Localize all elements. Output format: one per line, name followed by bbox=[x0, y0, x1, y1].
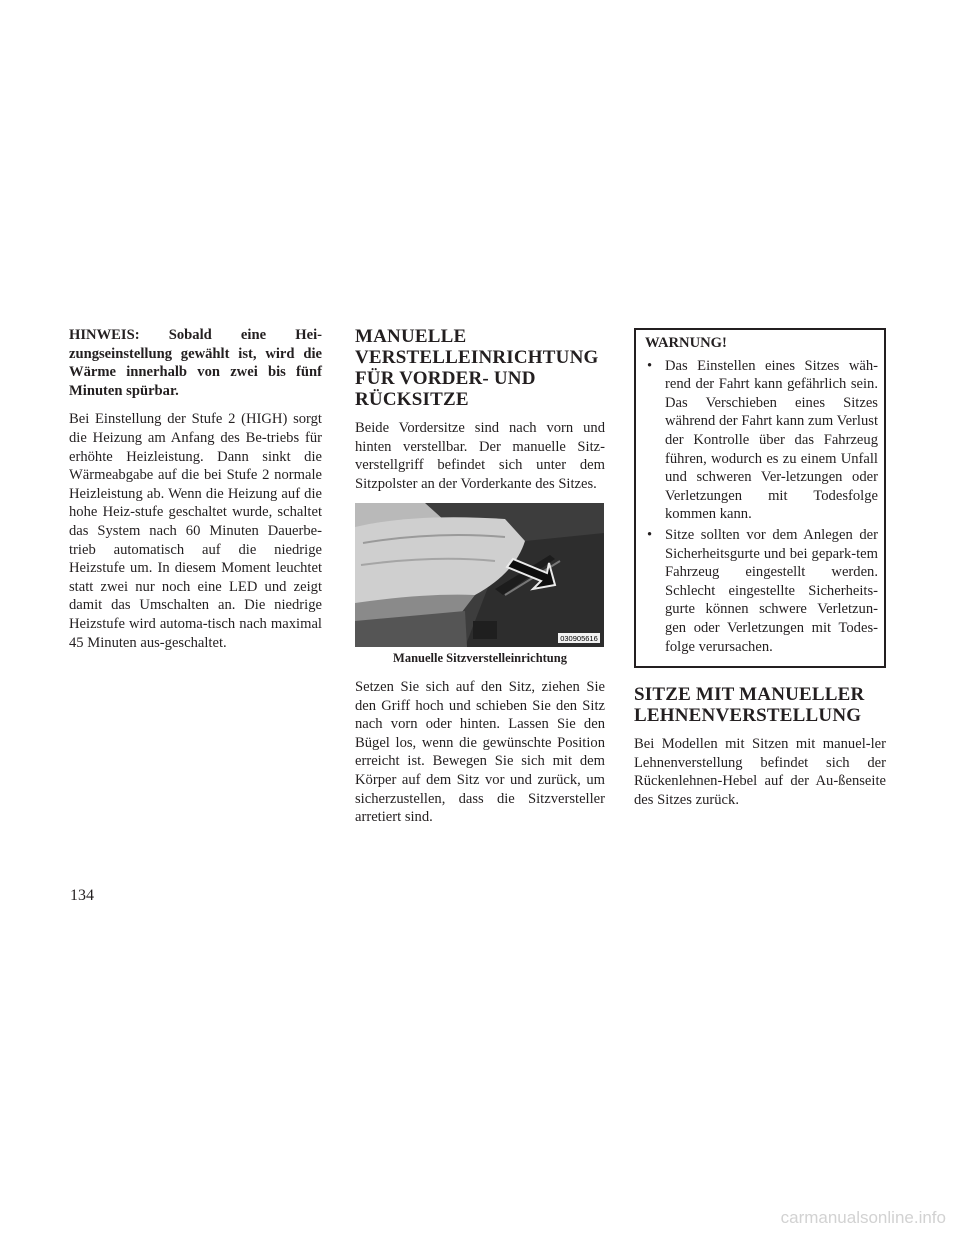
recliner-paragraph: Bei Modellen mit Sitzen mit manuel-ler Lehnenverstellung befindet sich der Rückenlehnen-Hebel auf der Au-ßenseite des Sitzes zurück. bbox=[634, 736, 886, 808]
warning-list bbox=[645, 357, 878, 657]
warning-box bbox=[634, 328, 886, 668]
warning-title: WARNUNG! bbox=[645, 335, 727, 351]
section-heading-manual-seat-adjuster: MANUELLE VERSTELLEINRICHTUNG FÜR VORDER- UND RÜCKSITZE bbox=[355, 326, 599, 410]
warning-item: • Sitze sollten vor dem Anlegen der Sicherheitsgurte und bei gepark-tem Fahrzeug eingestellt werden. Schlecht eingestellte Sicherheits-gurte können schwere Verletzun-gen oder Verletzungen mit Todes-folge verursachen. bbox=[645, 526, 878, 656]
watermark: carmanualsonline.info bbox=[780, 1208, 946, 1227]
column-left bbox=[69, 326, 322, 662]
warning-item: • Das Einstellen eines Sitzes wäh-rend der Fahrt kann gefährlich sein. Das Verschieben eines Sitzes während der Fahrt kann zum Verlust der Kontrolle über das Fahrzeug führen, wodurch es zu einem Unfall und schweren Ver-letzungen oder Verletzungen mit Todesfolge kommen kann. bbox=[645, 357, 878, 524]
seat-adjuster-photo bbox=[355, 503, 604, 647]
figure-code: 030905616 bbox=[560, 634, 598, 644]
figure-caption: Manuelle Sitzverstelleinrichtung bbox=[393, 651, 567, 666]
section-heading-recliner: SITZE MIT MANUELLER LEHNENVERSTELLUNG bbox=[634, 684, 865, 727]
column-right bbox=[634, 326, 886, 819]
intro-paragraph: Beide Vordersitze sind nach vorn und hinten verstellbar. Der manuelle Sitz-verstellgriff befindet sich unter dem Sitzpolster an der Vorderkante des Sitzes. bbox=[355, 420, 605, 492]
note-text: HINWEIS: Sobald eine Hei-zungseinstellung gewählt ist, wird die Wärme innerhalb von zwei bis fünf Minuten spürbar. bbox=[69, 327, 322, 399]
body-paragraph: Bei Einstellung der Stufe 2 (HIGH) sorgt die Heizung am Anfang des Be-triebs für erhöhte Heizleistung. Dann sinkt die Wärmeabgabe auf die bei Stufe 2 normale Heizleistung ab. Wenn die Heizung auf die hohe Heiz-stufe geschaltet wurde, schaltet das System nach 60 Minuten Dauerbe-trieb automatisch auf die niedrige Heizstufe um. In diesem Moment leuchtet statt zwei nur noch eine LED und zeigt damit das Umschalten an. Die niedrige Heizstufe wird automa-tisch nach maximal 45 Minuten aus-geschaltet. bbox=[69, 411, 322, 651]
column-middle bbox=[355, 326, 605, 837]
page-number: 134 bbox=[70, 887, 94, 904]
instruction-paragraph: Setzen Sie sich auf den Sitz, ziehen Sie den Griff hoch und schieben Sie den Sitz nach vorn oder hinten. Lassen Sie den Bügel los, wenn die gewünschte Position erreicht ist. Bewegen Sie sich mit dem Körper auf dem Sitz vor und zurück, um sicherzustellen, dass die Sitzversteller arretiert sind. bbox=[355, 678, 605, 826]
